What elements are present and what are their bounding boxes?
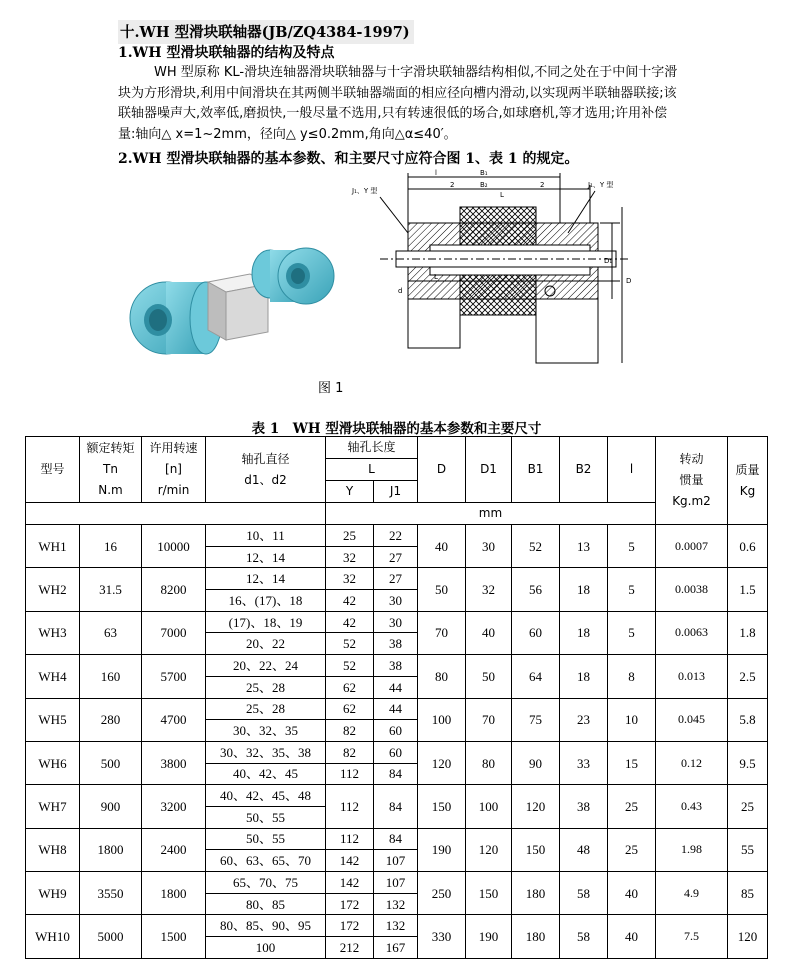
- cell-y: 52: [326, 655, 374, 677]
- table-row: [26, 611, 768, 633]
- header-Y: Y: [326, 481, 374, 503]
- cell-bore: 12、14: [206, 568, 326, 590]
- cell-bore: 16、(17)、18: [206, 590, 326, 612]
- cell-speed: 1500: [142, 915, 206, 958]
- parameters-table: [25, 436, 768, 959]
- cell-B2: 33: [560, 741, 608, 784]
- cell-y: 142: [326, 872, 374, 894]
- table-row: [26, 785, 768, 807]
- cell-D: 190: [418, 828, 466, 871]
- cell-y: 32: [326, 546, 374, 568]
- table-row: [26, 828, 768, 850]
- cell-mass: 9.5: [728, 741, 768, 784]
- description-paragraph: WH 型原称 KL-滑块连轴器滑块联轴器与十字滑块联轴器结构相似,不同之处在于中间十字滑块为方形滑块,利用中间滑块在其两侧半联轴器端面的相应径向槽内滑动,以实现两半联轴器联接;该联轴器噪声大,效率低,磨损快,一般尽量不选用,只有转速很低的场合,如球磨机,等才选用;许用补偿量:轴向△ x=1~2mm，径向△ y≤0.2mm,角向△α≤40′。: [118, 65, 678, 142]
- cell-torque: 160: [80, 655, 142, 698]
- cell-torque: 3550: [80, 872, 142, 915]
- cell-B1: 180: [512, 915, 560, 958]
- cell-B2: 18: [560, 655, 608, 698]
- cell-y: 62: [326, 676, 374, 698]
- cell-bore: (17)、18、19: [206, 611, 326, 633]
- cell-torque: 16: [80, 525, 142, 568]
- cell-D1: 150: [466, 872, 512, 915]
- table-row: [26, 872, 768, 894]
- cell-bore: 10、11: [206, 525, 326, 547]
- cell-bore: 20、22、24: [206, 655, 326, 677]
- dim-b1: B₁: [480, 169, 488, 177]
- cell-D: 100: [418, 698, 466, 741]
- cell-bore: 60、63、65、70: [206, 850, 326, 872]
- cell-model: WH8: [26, 828, 80, 871]
- table-row: [26, 915, 768, 937]
- cell-torque: 900: [80, 785, 142, 828]
- cell-inertia: 1.98: [656, 828, 728, 871]
- cell-B2: 13: [560, 525, 608, 568]
- cell-B1: 90: [512, 741, 560, 784]
- cell-model: WH2: [26, 568, 80, 611]
- cell-inertia: 0.045: [656, 698, 728, 741]
- cell-D1: 190: [466, 915, 512, 958]
- cell-mass: 1.8: [728, 611, 768, 654]
- dim-l-inner: L: [434, 273, 438, 281]
- cell-bore: 25、28: [206, 676, 326, 698]
- cell-y: 172: [326, 915, 374, 937]
- header-torque: 额定转矩 Tn N.m: [80, 437, 142, 503]
- coupling-3d-illustration: [118, 240, 338, 365]
- cell-D: 250: [418, 872, 466, 915]
- cell-D1: 30: [466, 525, 512, 568]
- cell-bore: 25、28: [206, 698, 326, 720]
- cell-D1: 80: [466, 741, 512, 784]
- cell-speed: 7000: [142, 611, 206, 654]
- cell-D1: 100: [466, 785, 512, 828]
- cell-B2: 58: [560, 872, 608, 915]
- cell-l: 40: [608, 915, 656, 958]
- cell-bore: 80、85、90、95: [206, 915, 326, 937]
- cell-y: 25: [326, 525, 374, 547]
- cell-B1: 60: [512, 611, 560, 654]
- cell-B2: 18: [560, 611, 608, 654]
- cell-mass: 2.5: [728, 655, 768, 698]
- cell-torque: 31.5: [80, 568, 142, 611]
- cell-bore: 20、22: [206, 633, 326, 655]
- cell-model: WH7: [26, 785, 80, 828]
- cell-l: 8: [608, 655, 656, 698]
- cell-l: 5: [608, 568, 656, 611]
- cell-inertia: 0.0038: [656, 568, 728, 611]
- cell-speed: 3200: [142, 785, 206, 828]
- header-model: 型号: [26, 437, 80, 503]
- cell-model: WH9: [26, 872, 80, 915]
- cell-inertia: 0.43: [656, 785, 728, 828]
- cell-l: 40: [608, 872, 656, 915]
- cell-mass: 55: [728, 828, 768, 871]
- cell-speed: 10000: [142, 525, 206, 568]
- cell-bore: 50、55: [206, 828, 326, 850]
- dim-two-left: 2: [450, 181, 455, 189]
- header-B1: B1: [512, 437, 560, 503]
- table-row: [26, 698, 768, 720]
- cell-y: 42: [326, 611, 374, 633]
- cell-D1: 32: [466, 568, 512, 611]
- cell-speed: 3800: [142, 741, 206, 784]
- cell-inertia: 0.013: [656, 655, 728, 698]
- cell-torque: 280: [80, 698, 142, 741]
- cell-model: WH4: [26, 655, 80, 698]
- cell-speed: 4700: [142, 698, 206, 741]
- cell-inertia: 0.12: [656, 741, 728, 784]
- cell-D: 80: [418, 655, 466, 698]
- cell-D: 330: [418, 915, 466, 958]
- cell-mass: 5.8: [728, 698, 768, 741]
- cell-y: 82: [326, 741, 374, 763]
- cell-j1: 38: [374, 655, 418, 677]
- cell-bore: 100: [206, 937, 326, 959]
- cell-j1: 30: [374, 611, 418, 633]
- cell-y: 32: [326, 568, 374, 590]
- cell-D1: 50: [466, 655, 512, 698]
- dim-two-right: 2: [540, 181, 545, 189]
- cell-bore: 50、55: [206, 806, 326, 828]
- cell-speed: 5700: [142, 655, 206, 698]
- cell-B1: 56: [512, 568, 560, 611]
- cell-y: 62: [326, 698, 374, 720]
- tag-right: J₁、Y 型: [588, 181, 614, 189]
- cell-bore: 12、14: [206, 546, 326, 568]
- table-row: [26, 525, 768, 547]
- cell-y: 52: [326, 633, 374, 655]
- cell-l: 5: [608, 525, 656, 568]
- cell-j1: 107: [374, 872, 418, 894]
- cell-j1: 167: [374, 937, 418, 959]
- cell-j1: 84: [374, 828, 418, 850]
- cell-mass: 120: [728, 915, 768, 958]
- cell-y: 112: [326, 828, 374, 850]
- cell-y: 142: [326, 850, 374, 872]
- cell-B1: 64: [512, 655, 560, 698]
- cell-model: WH3: [26, 611, 80, 654]
- cell-j1: 84: [374, 785, 418, 828]
- cell-j1: 27: [374, 546, 418, 568]
- cell-j1: 27: [374, 568, 418, 590]
- cell-model: WH5: [26, 698, 80, 741]
- cell-D1: 40: [466, 611, 512, 654]
- cell-j1: 22: [374, 525, 418, 547]
- cell-D: 150: [418, 785, 466, 828]
- header-L: L: [326, 459, 418, 481]
- dim-d: d: [398, 287, 403, 295]
- cell-y: 82: [326, 720, 374, 742]
- cell-j1: 60: [374, 720, 418, 742]
- cell-l: 25: [608, 785, 656, 828]
- cell-D: 70: [418, 611, 466, 654]
- cell-j1: 44: [374, 676, 418, 698]
- cell-j1: 132: [374, 915, 418, 937]
- cell-inertia: 4.9: [656, 872, 728, 915]
- cell-torque: 5000: [80, 915, 142, 958]
- cell-model: WH6: [26, 741, 80, 784]
- section-heading-1: 1.WH 型滑块联轴器的结构及特点: [118, 45, 335, 61]
- cell-j1: 84: [374, 763, 418, 785]
- cell-mass: 0.6: [728, 525, 768, 568]
- cell-B1: 120: [512, 785, 560, 828]
- cell-bore: 30、32、35: [206, 720, 326, 742]
- cell-torque: 63: [80, 611, 142, 654]
- cell-bore: 80、85: [206, 893, 326, 915]
- dim-l-small: l: [435, 169, 437, 177]
- header-J1: J1: [374, 481, 418, 503]
- cell-B1: 75: [512, 698, 560, 741]
- cell-model: WH10: [26, 915, 80, 958]
- cell-speed: 2400: [142, 828, 206, 871]
- cell-j1: 38: [374, 633, 418, 655]
- table-row: [26, 568, 768, 590]
- figure-caption: 图 1: [318, 381, 344, 396]
- header-length-group: 轴孔长度: [326, 437, 418, 459]
- table-caption: 表 1 WH 型滑块联轴器的基本参数和主要尺寸: [251, 421, 542, 437]
- coupling-section-drawing: [350, 163, 640, 368]
- cell-B1: 150: [512, 828, 560, 871]
- cell-B1: 52: [512, 525, 560, 568]
- dim-d1: D₁: [604, 257, 613, 265]
- header-speed: 许用转速 [n] r/min: [142, 437, 206, 503]
- cell-bore: 30、32、35、38: [206, 741, 326, 763]
- section-heading-2: 2.WH 型滑块联轴器的基本参数、和主要尺寸应符合图 1、表 1 的规定。: [118, 151, 579, 167]
- cell-B2: 48: [560, 828, 608, 871]
- cell-D1: 120: [466, 828, 512, 871]
- header-spacer: [26, 503, 326, 525]
- table-row: [26, 741, 768, 763]
- cell-mass: 85: [728, 872, 768, 915]
- header-D: D: [418, 437, 466, 503]
- cell-D: 120: [418, 741, 466, 784]
- cell-mass: 25: [728, 785, 768, 828]
- cell-l: 10: [608, 698, 656, 741]
- header-l: l: [608, 437, 656, 503]
- cell-l: 5: [608, 611, 656, 654]
- cell-B1: 180: [512, 872, 560, 915]
- cell-l: 15: [608, 741, 656, 784]
- header-bore: 轴孔直径 d1、d2: [206, 437, 326, 503]
- cell-j1: 107: [374, 850, 418, 872]
- dim-l: L: [500, 191, 504, 199]
- cell-y: 112: [326, 785, 374, 828]
- tag-left: J₁、Y 型: [352, 187, 378, 195]
- cell-D: 50: [418, 568, 466, 611]
- page-title: 十.WH 型滑块联轴器(JB/ZQ4384-1997): [118, 20, 414, 44]
- cell-bore: 40、42、45、48: [206, 785, 326, 807]
- header-mass: 质量 Kg: [728, 437, 768, 525]
- cell-y: 212: [326, 937, 374, 959]
- cell-j1: 30: [374, 590, 418, 612]
- header-inertia: 转动 惯量 Kg.m2: [656, 437, 728, 525]
- cell-y: 172: [326, 893, 374, 915]
- cell-bore: 65、70、75: [206, 872, 326, 894]
- cell-B2: 38: [560, 785, 608, 828]
- cell-B2: 18: [560, 568, 608, 611]
- cell-bore: 40、42、45: [206, 763, 326, 785]
- cell-mass: 1.5: [728, 568, 768, 611]
- cell-inertia: 0.0063: [656, 611, 728, 654]
- cell-D1: 70: [466, 698, 512, 741]
- cell-j1: 132: [374, 893, 418, 915]
- cell-D: 40: [418, 525, 466, 568]
- cell-speed: 8200: [142, 568, 206, 611]
- cell-inertia: 0.0007: [656, 525, 728, 568]
- cell-l: 25: [608, 828, 656, 871]
- cell-y: 42: [326, 590, 374, 612]
- cell-j1: 60: [374, 741, 418, 763]
- cell-torque: 500: [80, 741, 142, 784]
- cell-y: 112: [326, 763, 374, 785]
- cell-B2: 58: [560, 915, 608, 958]
- cell-j1: 44: [374, 698, 418, 720]
- cell-speed: 1800: [142, 872, 206, 915]
- header-B2: B2: [560, 437, 608, 503]
- dim-D: D: [626, 277, 632, 285]
- header-unit: mm: [326, 503, 656, 525]
- cell-B2: 23: [560, 698, 608, 741]
- header-D1: D1: [466, 437, 512, 503]
- cell-torque: 1800: [80, 828, 142, 871]
- cell-inertia: 7.5: [656, 915, 728, 958]
- cell-model: WH1: [26, 525, 80, 568]
- dim-b2: B₂: [480, 181, 488, 189]
- table-row: [26, 655, 768, 677]
